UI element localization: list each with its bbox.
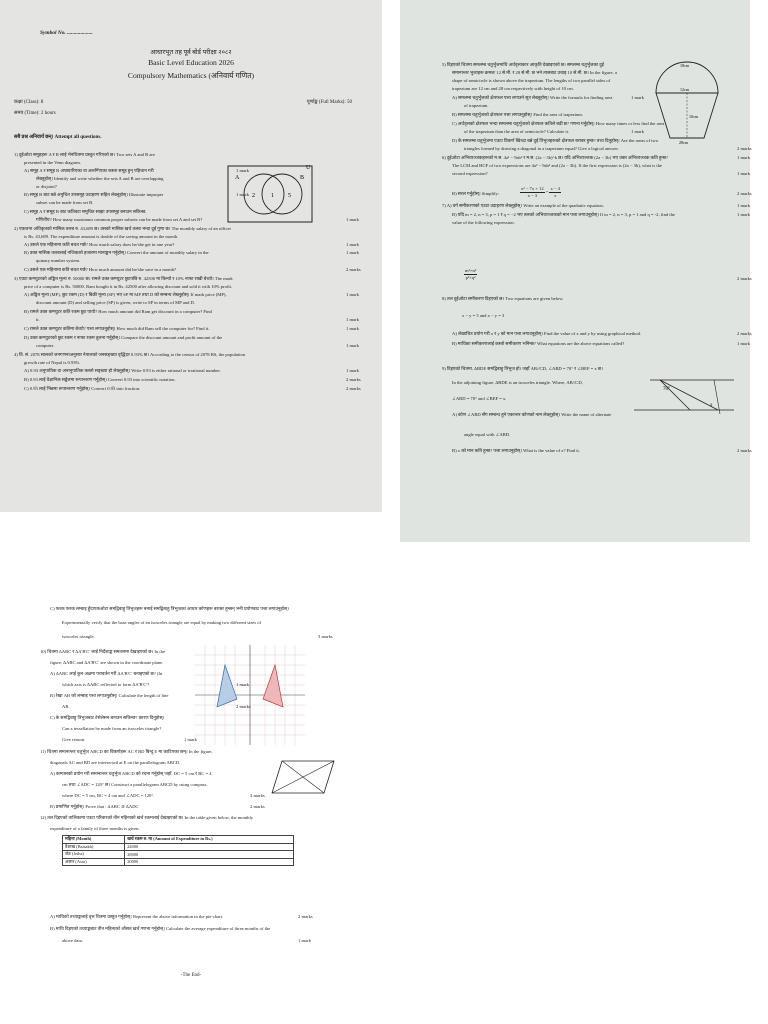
simplify-expression: $\frac{\text{x² − 7x + 12}}{x - 3}$ ÷ $\frac{x - 4}{x}$	[521, 186, 560, 198]
figure-bottom-label: 28cm	[679, 140, 688, 145]
question-line: diagonals AC and BD are intersected at E on the parallelogram ABCD.	[50, 760, 181, 765]
question-line: B) यदि m = 2, n = 3, p = 1 र q = −2 भए तलको अभिव्यञ्जकको मान पत्ता लगाउनुहोस्। If m = 2, n = 3, p = 1 and q = -2, find the	[452, 212, 675, 217]
angle-x-label: x	[710, 403, 713, 408]
question-line: of trapezium.	[464, 103, 489, 108]
question-line: 11) चित्रमा समानान्तर चतुर्भुज ABCD का विकर्णहरू AC र BD बिन्दु E मा काटिएका छन्। In the figure,	[40, 749, 213, 754]
figure-height-label: 10cm	[689, 114, 698, 119]
marks-label: 2 marks	[346, 267, 361, 272]
question-line: price of a computer is Rs. 50000. Ram bought it in Rs. 42500 after allowing discount and sold it with 10% profit.	[24, 284, 233, 289]
figure-diameter-label: 12cm	[680, 87, 689, 92]
marks-label: 1 mark	[346, 242, 359, 247]
set-b-circle	[262, 174, 305, 214]
marks-label: 1 mark	[346, 317, 359, 322]
marks-label: 1 mark	[236, 682, 249, 687]
marks-label: 1 mark	[737, 212, 750, 217]
question-line: 5) दिइएको चित्रमा समलम्ब चतुर्भुजमाथि अर्धवृत्ताकार आकृति देखाइएको छ। समलम्ब चतुर्भुजका दुई	[442, 62, 604, 67]
question-line: B) x को मान कति हुन्छ? पत्ता लगाउनुहोस्। What is the value of x? Find it.	[452, 448, 580, 453]
marks-label: 1 mark	[236, 168, 249, 173]
table-cell-amount: 24000	[125, 843, 294, 851]
question-line: B) माथिका समीकरणलाई कस्तो समीकरण भनिन्छ? What equations are the above equations called?	[452, 341, 625, 346]
question-line: B) माथि दिइएको तथ्याङ्कबाट तीन महिनाको औसत खर्च गणना गर्नुहोस्। Calculate the average expenditure of three months of the	[50, 926, 271, 931]
question-line: A) 0.93 अनुपातिक वा अनानुपातिक कस्तो सङ्ख्या हो लेख्नुहोस्। Write 0.93 is either rational or irrational number.	[24, 368, 221, 373]
question-line: value of the following expression.	[452, 220, 515, 225]
question-line: B) रेखा AB को लम्बाइ पत्ता लगाउनुहोस्। Calculate the length of line	[50, 693, 169, 698]
venn-label-b: B	[300, 175, 305, 181]
expenditure-table	[62, 835, 294, 866]
question-line: of the trapezium than the area of semicircle? Calculate it.	[464, 129, 570, 134]
marks-label: 1 mark	[236, 192, 249, 197]
question-line: A) समूह A र समूह B अप्ठ्यारिएका वा अलग्गिएका कस्ता समूह हुन् पहिचान गरी	[24, 168, 154, 173]
question-line: A) कोण ∠ABD सँग सम्बन्ध हुने एकान्तर कोणको नाम लेख्नुहोस्। Write the name of alternate	[452, 412, 612, 417]
marks-label: 3 marks	[250, 793, 265, 798]
end-marker: -The End-	[180, 973, 202, 978]
question-line: B) उक्त मासिक तलबलाई नजिकको हजारमा मानाङ्कन गर्नुहोस्। Convert the amount of monthly salary in the	[24, 250, 209, 255]
question-line: C) के समद्विबाहु त्रिभुजबाट टेसेलेसन बनाउन सकिन्छ? कारण दिनुहोस्।	[50, 715, 165, 720]
question-line: C) समूह A र समूह B बाट कतिवटा समुचित साझा उपसमूह बनाउन सकिन्छ,	[24, 209, 147, 214]
question-line: C) 0.9̅3 लाई भिन्नमा रूपान्तरण गर्नुहोस्। Convert 0.9̅3 into fraction.	[24, 386, 141, 391]
venn-value-a-only: 2	[252, 193, 255, 199]
marks-label: 1 mark	[631, 129, 644, 134]
question-line: D) के समलम्ब चतुर्भुजमा एउटा विकर्ण खिच्दा बन्ने दुई त्रिभुजहरूको क्षेत्रफल बराबर हुन्छ? तथ्य दिनुहोस्। Are the areas of two	[452, 138, 659, 143]
exam-page-1	[0, 0, 382, 512]
symbol-number: Symbol No. ...................	[40, 30, 93, 36]
expression-fraction: $\frac{\text{m²×n²}}{\text{p²×q²}}$	[465, 268, 477, 280]
line-bd	[660, 380, 690, 410]
table-cell-month: वैशाख (Baisakh)	[63, 843, 125, 851]
subject-title: Compulsory Mathematics (अनिवार्य गणित)	[127, 71, 255, 80]
figure-top-label: 18cm	[680, 63, 689, 68]
question-line: cm तथा ∠ADC = 120° छ। Construct a parallelogram ABCD by using compass,	[62, 782, 208, 787]
question-line: C) अर्धवृत्तको क्षेत्रफल भन्दा समलम्ब चतुर्भुजको क्षेत्रफल कतिले बढी छ? गणना गर्नुहोस्। How many times or less find the area	[452, 121, 665, 126]
question-line: B) 0.93 लाई वैज्ञानिक सङ्केतमा रूपान्तरण गर्नुहोस्। Convert 0.93 into scientific notation.	[24, 377, 176, 382]
question-line: x − y = 5 and x − y = 3	[462, 313, 505, 318]
line-ef	[714, 380, 720, 414]
marks-label: 2 marks	[298, 914, 313, 919]
question-line: 4) वि. सं. 2078 सालको जनगणनाअनुसार नेपालको जनसङ्ख्या वृद्धिदर 0.93% छ। According to the census of 2078 BS, the population	[14, 352, 246, 357]
marks-label: 1 mark	[631, 95, 644, 100]
question-line: B) समूह B बाट बन्ने अनुचित उपसमूह उदाहरण सहित लेख्नुहोस्। Illustrate improper	[24, 192, 164, 197]
table-row	[63, 843, 294, 851]
semicircle-trapezium-figure	[646, 58, 728, 144]
full-marks-label: पूर्णाङ्क (Full Marks): 50	[306, 100, 352, 105]
question-line: A) ∆ABC लाई कुन अक्षमा परावर्तन गरी ∆A'B'C' बनाइएको छ? (In	[50, 671, 163, 676]
triangle-a-prime-b-prime-c-prime	[263, 665, 283, 707]
venn-label-a: A	[235, 175, 240, 181]
question-line: subset can be made from set B.	[36, 200, 94, 205]
question-line: expenditure of a family of three months is given.	[50, 826, 140, 831]
table-cell-amount: 28000	[125, 851, 294, 859]
marks-label: 2 marks	[737, 448, 752, 453]
set-a-circle	[244, 174, 284, 214]
question-line: ∠ABD = 70° and ∠BEF = x.	[452, 396, 507, 401]
question-line: In the adjoining figure, ∆BDE is an isosceles triangle. Where, AB//CD,	[452, 380, 583, 385]
question-line: it.	[36, 317, 40, 322]
question-line: 6) दुईओटा अभिव्यञ्जकहरूको म.स. 4a² − 9ab² र म.स. (2a − 3b)^k छ। यदि अभिव्यञ्जक (2a − 3b) भए उक्त अभिव्यञ्जक कति हुन्छ?	[442, 155, 668, 160]
question-line: B) प्रमाणित गर्नुहोस्। Prove that : ∆ABC ≅ ∆ADC	[50, 804, 139, 809]
marks-label: 1 mark	[346, 292, 359, 297]
marks-label: 1 mark	[346, 217, 359, 222]
table-row	[63, 858, 294, 866]
question-line: A) अङ्कित मूल्य (MP), छुट रकम (D) र बिक्री मूल्य (SP) भए SP मा MP तथा D को सम्बन्ध लेख्नुहोस्। If mark price (MP),	[24, 292, 227, 297]
coordinate-plane-figure	[195, 645, 305, 745]
question-line: C) रामले उक्त कम्प्युटर कतिमा बेच्यो? पत्ता लगाउनुहोस्। How much did Ram sell the computer for? Find it.	[24, 326, 210, 331]
table-header-amount: खर्च रकम रु. मा (Amount of Expenditure in Rs.)	[125, 836, 294, 844]
question-line: लेख्नुहोस्। Identify and write whether the sets A and B are overlapping	[36, 176, 164, 181]
marks-label: 2 marks	[346, 386, 361, 391]
marks-label: 1 mark	[346, 250, 359, 255]
marks-label: 2 marks	[737, 191, 752, 196]
table-cell-month: असार (Asar)	[63, 858, 125, 866]
marks-label: 1 mark	[184, 737, 197, 742]
marks-label: 1 mark	[737, 171, 750, 176]
question-line: angle equal with ∠ABD.	[464, 432, 511, 437]
question-line: Experimentally verify that the base angles of an isosceles triangle are equal by making two different sizes of	[62, 620, 262, 625]
question-line: 2) एकजना अधिकृतको मासिक तलब रु. 43,689 छ। उसको मासिक खर्च तलब भन्दा दुई गुणा छ। The monthly salary of an officer	[14, 226, 232, 231]
table-row	[63, 851, 294, 859]
question-line: 12) तल दिइएको तालिकामा एउटा परिवारको तीन महिनाको खर्च रकमलाई देखाइएको छ। In the table given below, the monthly	[40, 815, 254, 820]
question-line: गणितीय? How many maximum common proper subsets can be made from set A and set B?	[36, 217, 203, 222]
question-line: B) समलम्ब चतुर्भुजको क्षेत्रफल पत्ता लगाउनुहोस्। Find the area of trapezium.	[452, 112, 583, 117]
triangle-abc	[217, 665, 237, 707]
marks-label: 2 marks	[737, 276, 752, 281]
question-line: where DC = 5 cm, BC = 4 cm and ∠ADC = 120°.	[62, 793, 155, 798]
marks-label: 1 mark	[346, 368, 359, 373]
venn-value-intersection: 1	[271, 193, 274, 199]
question-line: 7) A) वर्ग समीकरणको एउटा उदाहरण लेख्नुहोस्। Write an example of the quadratic equation.	[442, 203, 604, 208]
question-line: D) उक्त कम्प्युटरको छुट रकम र नाफा रकम तुलना गर्नुहोस्। Compare the discount amount and profit amount of the	[24, 335, 223, 340]
marks-label: 2 marks	[346, 377, 361, 382]
marks-label: 2 marks	[737, 146, 752, 151]
question-line: figure, ∆ABC and ∆A'B'C' are shown in the coordinate plane.	[50, 660, 164, 665]
angle-70-label: 70°	[663, 387, 670, 392]
question-line: presented in the Venn diagram.	[24, 160, 81, 165]
marks-label: 1 mark	[737, 155, 750, 160]
question-line: above data.	[62, 938, 83, 943]
table-cell-month: जेठ (Jetha)	[63, 851, 125, 859]
question-line: is Rs. 43,689. The expenditure amount is double of the saving amount in the month.	[24, 234, 179, 239]
question-line: A) उसले एक महिनामा कति बचत गर्छ? How much salary does he/she get in one year?	[24, 242, 175, 247]
exam-header-nepali: आधारभूत तह पूर्व बोर्ड परीक्षा २०८२	[150, 49, 232, 56]
diagonal-bd	[272, 761, 334, 793]
question-line: or disjoint?	[36, 184, 57, 189]
question-line: triangles formed by drawing a diagonal in a trapezium equal? Give a logical answer.	[464, 146, 619, 151]
marks-label: 3 marks	[318, 634, 333, 639]
question-line: trapezium are 12 cm and 28 cm respectively with height of 10 cm.	[452, 86, 574, 91]
parallelogram-figure	[268, 755, 338, 799]
marks-label: 2 marks	[737, 331, 752, 336]
table-header-month: महिना (Month)	[63, 836, 125, 844]
venn-value-b-only: 5	[288, 193, 291, 199]
marks-label: 1 mark	[298, 938, 311, 943]
question-line: growth rate of Nepal is 0.93%.	[24, 360, 81, 365]
question-line: 1) दुईओटा समुहहरू A र B लाई भेनचित्रमा प्रस्तुत गरिएको छ। Two sets A and B are	[14, 152, 155, 157]
question-line: A) माथिको तथ्याङ्कलाई वृत्त चित्रमा प्रस्तुत गर्नुहोस्। Represent the above information in the pie-chart.	[50, 914, 224, 919]
table-header-row	[63, 836, 294, 844]
question-line: AB.	[62, 704, 70, 709]
question-line: discount amount (D) and selling price (SP) is given, write to SP in terms of MP and D.	[36, 300, 196, 305]
question-line: The LCM and HCF of two expressions are 4a² − 9ab² and (2a − 3b). If the first expression is (2a − 3b), what is the	[452, 163, 662, 168]
question-line: A) समलम्ब चतुर्भुजको क्षेत्रफल पत्ता लगाउने सूत्र लेख्नुहोस्। Write the formula for finding area	[452, 95, 613, 100]
question-line: Give reason.	[62, 737, 86, 742]
instruction: सबै प्रश्न अनिवार्य छन्। Attempt all questions.	[14, 135, 102, 140]
marks-label: 2 marks	[236, 704, 251, 709]
question-line: computer.	[36, 343, 55, 348]
parallel-lines-figure	[630, 370, 738, 416]
exam-page-3	[0, 545, 382, 1024]
exam-header-english: Basic Level Education 2026	[148, 58, 234, 67]
question-line: second expression?	[452, 171, 488, 176]
question-line: समानान्तर भुजाहरू क्रमशः 12 से.मी. र 28 से.मी. छ भने त्यसबाट उचाइ 10 से.मी. छ। In the figure, a	[452, 70, 617, 75]
question-line: A) कम्पासको प्रयोग गरी समानान्तर चतुर्भुज ABCD को रचना गर्नुहोस् जहाँ, DC = 5 cm र BC = 4	[50, 771, 212, 776]
question-line: 8) तल दुईओटा समीकरण दिइएको छ। Two equations are given below.	[442, 296, 564, 301]
question-line: shape of semicircle is shown above the trapezium. The lengths of two parallel sides of	[452, 78, 611, 83]
question-line: B) सरल गर्नुहोस्। Simplify:	[452, 191, 500, 196]
question-line: 3) एउटा कम्प्युटरको अङ्कित मूल्य रु. 50000 छ। रामले उक्त कम्प्युटर छुटपछि रु. 42500 मा किन्यो र 10% नाफा राखी बेच्यो। The mark	[14, 276, 233, 281]
question-line: 10) चित्रमा ∆ABC र ∆A'B'C' लाई निर्देशाङ्क समतलमा देखाइएको छ। In the	[40, 649, 165, 654]
question-line: C) फरक फरक लम्बाइ हुँदाएकओटा समद्विबाहु त्रिभुजहरू बनाई समद्विबाहु त्रिभुजका आधार कोणहरू बराबर हुन्छन् भनी प्रयोगबाट पत्ता लगाउनुहोस्।	[50, 606, 289, 611]
class-label: कक्षा (Class): 8	[14, 100, 44, 105]
marks-label: 1 mark	[346, 326, 359, 331]
marks-label: 2 marks	[250, 804, 265, 809]
question-line: A) लेखाचित्र प्रयोग गरी x र y को मान पत्ता लगाउनुहोस्। Find the value of x and y by using graphical method.	[452, 331, 642, 336]
marks-label: 1 mark	[737, 341, 750, 346]
exam-page-2	[400, 0, 750, 542]
question-line: C) उसले एक महिनामा कति बचत गर्छ? How much amount did he/she save in a month?	[24, 267, 177, 272]
marks-label: 1 mark	[346, 343, 359, 348]
question-line: Can a tessellation be made from an isosceles triangle?	[62, 726, 162, 731]
question-line: B) रामले उक्त कम्प्युटर कति रकम छुट पायो? How much amount did Ram get discount in a computer? Find	[24, 309, 212, 314]
table-cell-amount: 20000	[125, 858, 294, 866]
question-line: isosceles triangle.	[62, 634, 95, 639]
venn-label-u: U	[306, 165, 311, 171]
marks-label: 1 mark	[737, 203, 750, 208]
time-label: समय (Time): 2 hours	[14, 111, 56, 116]
question-line: 9) दिइएको चित्रमा, ∆BDE समद्विबाहु त्रिभुज हो। जहाँ AB//CD, ∠ABD = 70° र ∠BEF = x छ।	[442, 366, 603, 371]
question-line: which axis is ∆ABC reflected to form ∆A'B'C'?	[62, 682, 150, 687]
question-line: quinary number system.	[36, 258, 81, 263]
